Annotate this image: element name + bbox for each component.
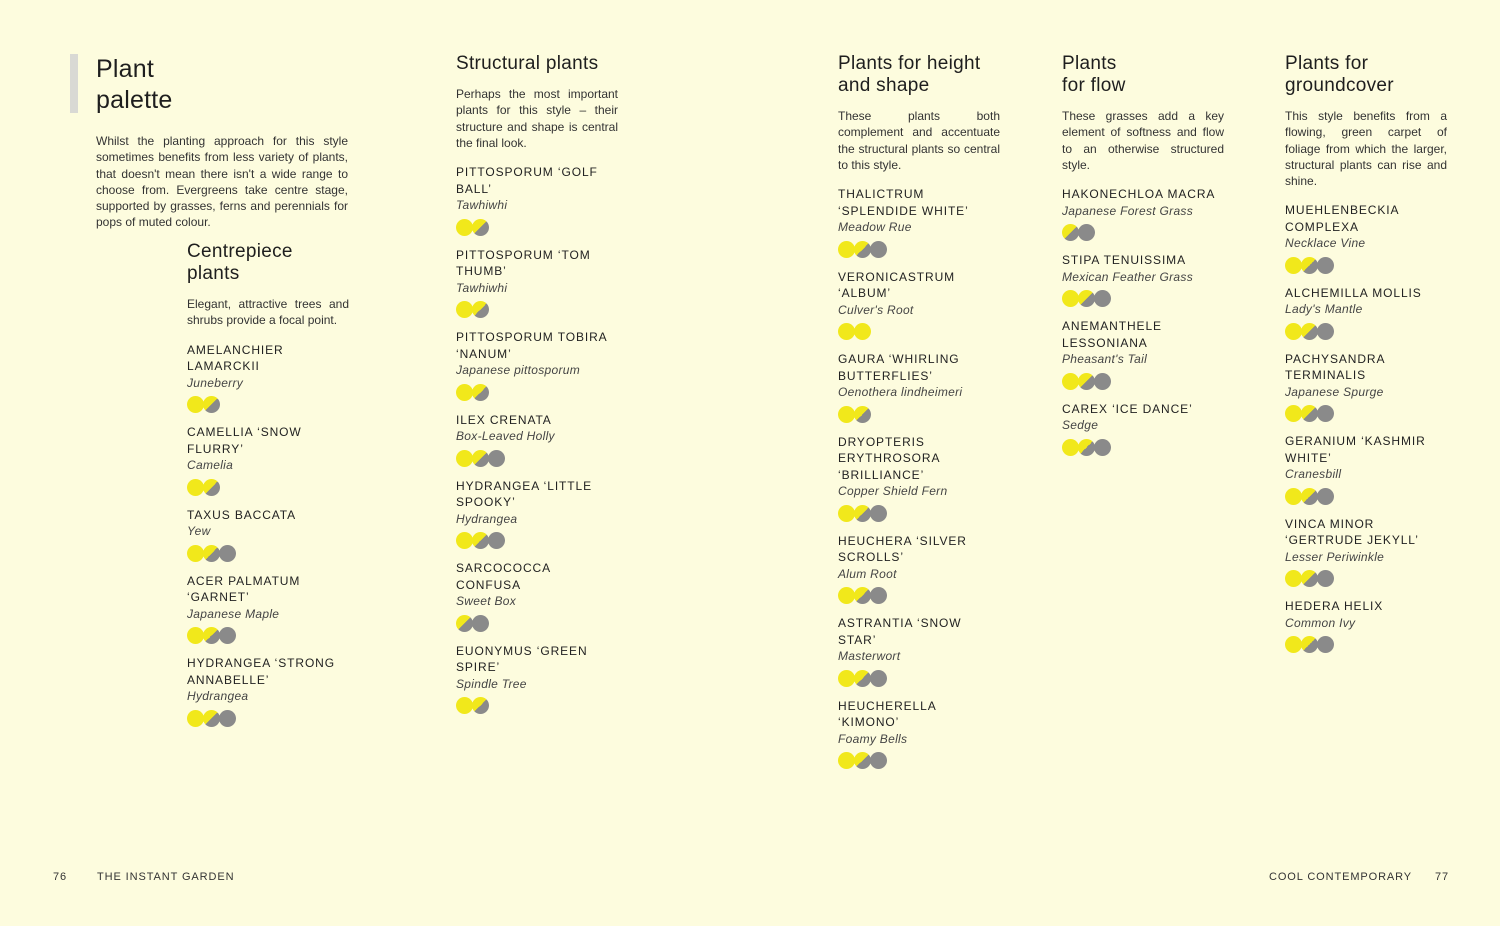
plant-entry bbox=[187, 424, 349, 497]
light-requirement-icons bbox=[456, 219, 618, 237]
plant-name: ANEMANTHELE LESSONIANA bbox=[1062, 319, 1162, 350]
plant-common-name: Common Ivy bbox=[1285, 615, 1356, 630]
full-sun-icon bbox=[1062, 373, 1079, 390]
light-requirement-icons bbox=[1062, 290, 1224, 308]
footer-right-page-number: 77 bbox=[1435, 871, 1450, 883]
plant-common-name: Tawhiwhi bbox=[456, 198, 508, 213]
partial-shade-icon bbox=[1301, 257, 1318, 274]
plant-name: PITTOSPORUM ‘TOM THUMB’ bbox=[456, 247, 591, 279]
light-requirement-icons bbox=[1285, 405, 1447, 423]
light-requirement-icons bbox=[838, 323, 1000, 341]
partial-shade-icon bbox=[1078, 439, 1095, 456]
light-requirement-icons bbox=[838, 587, 1000, 605]
partial-shade-icon bbox=[472, 450, 489, 467]
column-heading-line1: Plants for bbox=[1285, 53, 1369, 74]
partial-shade-icon bbox=[1301, 405, 1318, 422]
light-requirement-icons bbox=[838, 241, 1000, 259]
column-heading bbox=[456, 53, 618, 75]
light-requirement-icons bbox=[1062, 439, 1224, 457]
column-heading-line1: Plants for height bbox=[838, 53, 981, 74]
light-requirement-icons bbox=[456, 301, 618, 319]
plant-name: PITTOSPORUM ‘GOLF BALL’ bbox=[456, 165, 598, 196]
full-shade-icon bbox=[1094, 290, 1111, 307]
plant-name: VERONICASTRUM ‘ALBUM’ bbox=[838, 269, 956, 301]
full-sun-icon bbox=[456, 697, 473, 714]
full-shade-icon bbox=[870, 752, 887, 769]
plant-entry bbox=[1285, 433, 1447, 506]
plant-common-name: Hydrangea bbox=[456, 511, 518, 526]
light-requirement-icons bbox=[456, 384, 618, 402]
full-sun-icon bbox=[838, 406, 855, 423]
plant-entry bbox=[187, 573, 349, 646]
full-sun-icon bbox=[187, 710, 204, 727]
light-requirement-icons bbox=[838, 406, 1000, 424]
full-sun-icon bbox=[456, 219, 473, 236]
plant-common-name: Yew bbox=[187, 524, 211, 539]
full-shade-icon bbox=[1078, 224, 1095, 241]
plant-entry bbox=[1285, 598, 1447, 654]
light-requirement-icons bbox=[1285, 488, 1447, 506]
plant-common-name: Mexican Feather Grass bbox=[1062, 269, 1194, 284]
light-requirement-icons bbox=[187, 545, 349, 563]
plant-common-name: Necklace Vine bbox=[1285, 236, 1366, 251]
plant-palette-section bbox=[96, 54, 348, 231]
full-shade-icon bbox=[219, 545, 236, 562]
plant-common-name: Japanese Maple bbox=[187, 606, 280, 621]
footer-left-page-number: 76 bbox=[53, 871, 68, 883]
full-sun-icon bbox=[187, 627, 204, 644]
full-sun-icon bbox=[1285, 488, 1302, 505]
plant-name: CAMELLIA ‘SNOW FLURRY’ bbox=[187, 425, 302, 456]
full-shade-icon bbox=[1094, 373, 1111, 390]
partial-shade-icon bbox=[472, 697, 489, 714]
light-requirement-icons bbox=[1285, 323, 1447, 341]
column-heading bbox=[838, 53, 1000, 97]
plant-common-name: Spindle Tree bbox=[456, 676, 527, 691]
full-sun-icon bbox=[1062, 290, 1079, 307]
plant-common-name: Cranesbill bbox=[1285, 467, 1342, 482]
full-sun-icon bbox=[838, 670, 855, 687]
partial-shade-icon bbox=[854, 505, 871, 522]
plant-common-name: Meadow Rue bbox=[838, 220, 912, 235]
plant-name: PITTOSPORUM TOBIRA ‘NANUM’ bbox=[456, 330, 607, 361]
light-requirement-icons bbox=[1062, 373, 1224, 391]
light-requirement-icons bbox=[456, 450, 618, 468]
full-sun-icon bbox=[1285, 636, 1302, 653]
column-intro: These grasses add a key element of softness and flow to an otherwise structured style. bbox=[1062, 109, 1224, 172]
plant-entry bbox=[838, 434, 1000, 523]
plant-entry bbox=[1285, 516, 1447, 589]
plant-entry bbox=[1285, 285, 1447, 341]
plant-entry bbox=[1062, 186, 1224, 242]
plant-entry bbox=[456, 560, 618, 633]
plant-common-name: Alum Root bbox=[838, 566, 897, 581]
plant-name: EUONYMUS ‘GREEN SPIRE’ bbox=[456, 643, 588, 675]
plant-name: HYDRANGEA ‘STRONG ANNABELLE’ bbox=[187, 656, 335, 687]
plant-name: DRYOPTERIS ERYTHROSORA ‘BRILLIANCE’ bbox=[838, 434, 940, 482]
plant-name: TAXUS BACCATA bbox=[187, 507, 297, 522]
plant-common-name: Box-Leaved Holly bbox=[456, 429, 555, 444]
column-centrepiece-plants bbox=[187, 241, 349, 728]
plant-entry bbox=[1062, 401, 1224, 457]
plant-name: PACHYSANDRA TERMINALIS bbox=[1285, 351, 1385, 383]
plant-common-name: Lady's Mantle bbox=[1285, 302, 1363, 317]
plant-common-name: Camelia bbox=[187, 458, 234, 473]
plant-entry bbox=[456, 329, 618, 402]
full-shade-icon bbox=[1317, 257, 1334, 274]
column-intro: This style benefits from a flowing, green carpet of foliage from which the larger, structural plants can rise and shine. bbox=[1285, 109, 1447, 189]
partial-shade-icon bbox=[1062, 224, 1079, 241]
plant-name: STIPA TENUISSIMA bbox=[1062, 253, 1186, 268]
light-requirement-icons bbox=[187, 627, 349, 645]
plant-entry bbox=[838, 698, 1000, 771]
full-shade-icon bbox=[472, 615, 489, 632]
plant-name: ALCHEMILLA MOLLIS bbox=[1285, 285, 1422, 300]
full-sun-icon bbox=[838, 241, 855, 258]
light-requirement-icons bbox=[1285, 636, 1447, 654]
plant-name: VINCA MINOR ‘GERTRUDE JEKYLL’ bbox=[1285, 516, 1419, 548]
column-plants-for-groundcover bbox=[1285, 53, 1447, 654]
plant-common-name: Masterwort bbox=[838, 649, 901, 664]
column-structural-plants bbox=[456, 53, 618, 715]
full-shade-icon bbox=[1317, 636, 1334, 653]
plant-common-name: Foamy Bells bbox=[838, 731, 908, 746]
page-title-line1: Plant bbox=[96, 55, 154, 83]
plant-common-name: Lesser Periwinkle bbox=[1285, 549, 1385, 564]
plant-common-name: Japanese Forest Grass bbox=[1062, 203, 1194, 218]
full-shade-icon bbox=[870, 670, 887, 687]
plant-common-name: Sweet Box bbox=[456, 594, 517, 609]
plant-common-name: Japanese pittosporum bbox=[456, 363, 581, 378]
plant-entry bbox=[187, 507, 349, 563]
partial-shade-icon bbox=[203, 710, 220, 727]
plant-entry bbox=[1062, 252, 1224, 308]
plant-entry bbox=[838, 351, 1000, 424]
full-sun-icon bbox=[1285, 405, 1302, 422]
plant-common-name: Hydrangea bbox=[187, 689, 249, 704]
partial-shade-icon bbox=[1301, 488, 1318, 505]
partial-shade-icon bbox=[203, 545, 220, 562]
full-shade-icon bbox=[870, 505, 887, 522]
column-intro: These plants both complement and accentuate the structural plants so central to this style. bbox=[838, 109, 1000, 172]
partial-shade-icon bbox=[854, 670, 871, 687]
light-requirement-icons bbox=[187, 710, 349, 728]
light-requirement-icons bbox=[1285, 257, 1447, 275]
full-shade-icon bbox=[488, 532, 505, 549]
plant-name: ILEX CRENATA bbox=[456, 412, 552, 427]
full-sun-icon bbox=[1285, 257, 1302, 274]
light-requirement-icons bbox=[187, 396, 349, 414]
full-shade-icon bbox=[1317, 488, 1334, 505]
partial-shade-icon bbox=[854, 241, 871, 258]
section-accent-bar bbox=[70, 54, 78, 113]
column-heading-line2: plants bbox=[187, 263, 240, 284]
plant-name: CAREX ‘ICE DANCE’ bbox=[1062, 401, 1193, 416]
column-heading-line1: Plants bbox=[1062, 53, 1117, 74]
plant-common-name: Culver's Root bbox=[838, 302, 914, 317]
column-plants-for-flow bbox=[1062, 53, 1224, 457]
light-requirement-icons bbox=[187, 479, 349, 497]
plant-common-name: Sedge bbox=[1062, 418, 1099, 433]
plant-entry bbox=[187, 655, 349, 728]
light-requirement-icons bbox=[838, 505, 1000, 523]
full-shade-icon bbox=[1317, 323, 1334, 340]
column-heading bbox=[187, 241, 349, 285]
plant-entry bbox=[456, 478, 618, 551]
light-requirement-icons bbox=[1062, 224, 1224, 242]
plant-entry bbox=[1062, 318, 1224, 391]
plant-entry bbox=[456, 412, 618, 468]
plant-name: SARCOCOCCA CONFUSA bbox=[456, 561, 551, 592]
plant-entry bbox=[1285, 202, 1447, 275]
plant-entry bbox=[187, 342, 349, 415]
full-sun-icon bbox=[456, 450, 473, 467]
partial-shade-icon bbox=[854, 752, 871, 769]
full-sun-icon bbox=[456, 301, 473, 318]
full-sun-icon bbox=[1285, 570, 1302, 587]
plant-common-name: Juneberry bbox=[187, 375, 244, 390]
partial-shade-icon bbox=[1078, 290, 1095, 307]
column-heading-line2: for flow bbox=[1062, 75, 1126, 96]
column-heading bbox=[1285, 53, 1447, 97]
full-shade-icon bbox=[488, 450, 505, 467]
full-shade-icon bbox=[1317, 405, 1334, 422]
plant-common-name: Tawhiwhi bbox=[456, 280, 508, 295]
plant-entry bbox=[456, 247, 618, 320]
page-title bbox=[96, 54, 348, 116]
light-requirement-icons bbox=[456, 697, 618, 715]
partial-shade-icon bbox=[203, 396, 220, 413]
full-sun-icon bbox=[838, 323, 855, 340]
partial-shade-icon bbox=[203, 479, 220, 496]
plant-common-name: Pheasant's Tail bbox=[1062, 352, 1148, 367]
page-title-line2: palette bbox=[96, 86, 173, 114]
partial-shade-icon bbox=[203, 627, 220, 644]
partial-shade-icon bbox=[1078, 373, 1095, 390]
plant-entry bbox=[456, 643, 618, 716]
partial-shade-icon bbox=[854, 587, 871, 604]
full-shade-icon bbox=[219, 627, 236, 644]
column-heading-line2: and shape bbox=[838, 75, 930, 96]
partial-shade-icon bbox=[472, 301, 489, 318]
partial-shade-icon bbox=[1301, 570, 1318, 587]
full-sun-icon bbox=[456, 532, 473, 549]
plant-name: GERANIUM ‘KASHMIR WHITE’ bbox=[1285, 434, 1426, 465]
light-requirement-icons bbox=[838, 752, 1000, 770]
column-plants-for-height bbox=[838, 53, 1000, 770]
column-heading-line1: Centrepiece bbox=[187, 241, 293, 262]
plant-name: ASTRANTIA ‘SNOW STAR’ bbox=[838, 616, 962, 647]
partial-shade-icon bbox=[472, 532, 489, 549]
full-sun-icon bbox=[456, 384, 473, 401]
column-heading bbox=[1062, 53, 1224, 97]
plant-common-name: Oenothera lindheimeri bbox=[838, 385, 963, 400]
column-intro: Elegant, attractive trees and shrubs provide a focal point. bbox=[187, 297, 349, 328]
full-sun-icon bbox=[1062, 439, 1079, 456]
full-sun-icon bbox=[838, 505, 855, 522]
partial-shade-icon bbox=[472, 219, 489, 236]
full-shade-icon bbox=[1317, 570, 1334, 587]
plant-entry bbox=[456, 164, 618, 237]
full-sun-icon bbox=[1285, 323, 1302, 340]
light-requirement-icons bbox=[456, 615, 618, 633]
plant-name: MUEHLENBECKIA COMPLEXA bbox=[1285, 203, 1399, 234]
full-sun-icon bbox=[838, 587, 855, 604]
light-requirement-icons bbox=[456, 532, 618, 550]
full-shade-icon bbox=[870, 587, 887, 604]
light-requirement-icons bbox=[1285, 570, 1447, 588]
partial-shade-icon bbox=[472, 384, 489, 401]
plant-name: ACER PALMATUM ‘GARNET’ bbox=[187, 573, 301, 605]
plant-entry bbox=[1285, 351, 1447, 424]
full-sun-icon bbox=[187, 396, 204, 413]
footer-left-title: THE INSTANT GARDEN bbox=[97, 871, 235, 883]
plant-entry bbox=[838, 269, 1000, 342]
light-requirement-icons bbox=[838, 670, 1000, 688]
column-heading-line2: groundcover bbox=[1285, 75, 1394, 96]
footer-right-title: COOL CONTEMPORARY bbox=[1269, 871, 1413, 883]
plant-palette-intro: Whilst the planting approach for this style sometimes benefits from less variety of plants, that doesn't mean there isn't a wide range to choose from. Evergreens take centre stage, supported by grasses, ferns and perennials for pops of muted colour. bbox=[96, 134, 348, 230]
full-shade-icon bbox=[870, 241, 887, 258]
plant-entry bbox=[838, 533, 1000, 606]
plant-name: AMELANCHIER LAMARCKII bbox=[187, 342, 284, 374]
full-sun-icon bbox=[838, 752, 855, 769]
full-shade-icon bbox=[219, 710, 236, 727]
plant-name: HYDRANGEA ‘LITTLE SPOOKY’ bbox=[456, 478, 592, 510]
plant-name: GAURA ‘WHIRLING BUTTERFLIES’ bbox=[838, 352, 960, 383]
plant-name: HEUCHERELLA ‘KIMONO’ bbox=[838, 698, 936, 730]
plant-name: THALICTRUM ‘SPLENDIDE WHITE’ bbox=[838, 187, 969, 218]
partial-shade-icon bbox=[1301, 636, 1318, 653]
full-sun-icon bbox=[187, 545, 204, 562]
partial-shade-icon bbox=[456, 615, 473, 632]
full-sun-icon bbox=[854, 323, 871, 340]
plant-entry bbox=[838, 615, 1000, 688]
column-intro: Perhaps the most important plants for this style – their structure and shape is central the final look. bbox=[456, 87, 618, 150]
partial-shade-icon bbox=[1301, 323, 1318, 340]
plant-entry bbox=[838, 186, 1000, 259]
plant-name: HEUCHERA ‘SILVER SCROLLS’ bbox=[838, 533, 967, 565]
full-shade-icon bbox=[1094, 439, 1111, 456]
plant-name: HEDERA HELIX bbox=[1285, 599, 1384, 614]
partial-shade-icon bbox=[854, 406, 871, 423]
column-heading-line1: Structural plants bbox=[456, 53, 599, 74]
plant-name: HAKONECHLOA MACRA bbox=[1062, 187, 1216, 202]
plant-common-name: Japanese Spurge bbox=[1285, 384, 1384, 399]
full-sun-icon bbox=[187, 479, 204, 496]
plant-common-name: Copper Shield Fern bbox=[838, 484, 948, 499]
